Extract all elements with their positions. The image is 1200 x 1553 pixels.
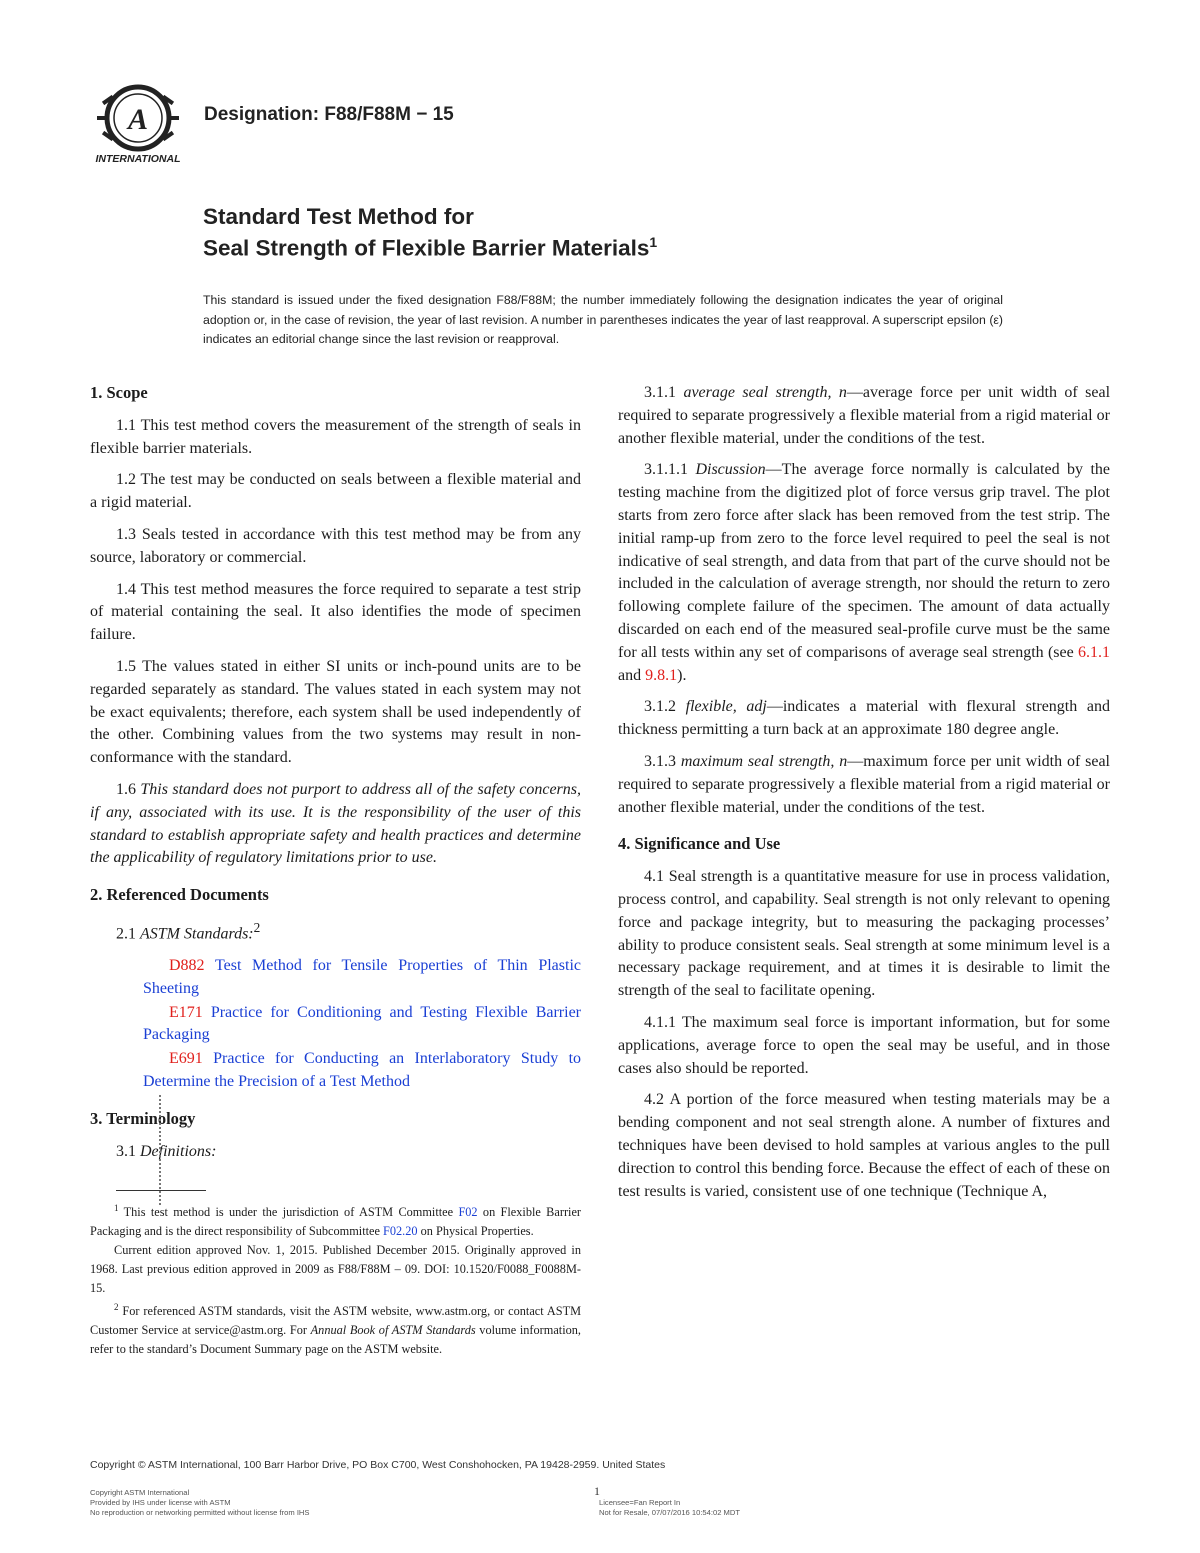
section-2-1-text: ASTM Standards:	[140, 925, 254, 943]
section-1-1: 1.1 This test method covers the measurement of the strength of seals in flexible barrier materials.	[90, 416, 581, 457]
title-text: Seal Strength of Flexible Barrier Materials	[203, 235, 650, 261]
section-1-6-text: This standard does not purport to address all of the safety concerns, if any, associated with its use. It is the responsibility of the user of this standard to establish appropriate safety and health practices and determine the applicability of regulatory limitations prior to use.	[90, 780, 582, 867]
section-1-2: 1.2 The test may be conducted on seals between a flexible material and a rigid material.	[90, 471, 581, 512]
scope-heading: 1. Scope	[90, 383, 148, 402]
section-1-5: 1.5 The values stated in either SI units or inch-pound units are to be regarded separately as standard. The values stated in each system may not be exact equivalents; therefore, each system shall be used independently of the other. Combining values from the two systems may result in non-conformance with the standard.	[90, 657, 581, 767]
section-3-1-text: Definitions:	[140, 1142, 217, 1160]
section-9-8-1-link[interactable]: 9.8.1	[645, 666, 678, 684]
license-line-3: No reproduction or networking permitted without license from IHS	[90, 1508, 310, 1517]
section-3-1-1-term: average seal strength, n	[683, 384, 847, 401]
reference-code[interactable]: E171	[169, 1003, 203, 1021]
footnote-1-text-a: This test method is under the jurisdiction of ASTM Committee	[123, 1205, 459, 1220]
title-line-2	[203, 234, 657, 262]
footnote-2-marker[interactable]: 2	[253, 919, 261, 935]
reference-item[interactable]	[107, 1002, 581, 1048]
reference-item[interactable]	[107, 1048, 581, 1094]
title-line-1: Standard Test Method for	[203, 204, 474, 229]
section-3-1-num: 3.1	[116, 1142, 140, 1160]
copyright-line: Copyright © ASTM International, 100 Barr Harbor Drive, PO Box C700, West Conshohocken, PA 19428-2959. United States	[90, 1459, 666, 1471]
committee-link[interactable]: F02	[458, 1205, 478, 1220]
reference-code[interactable]: D882	[169, 957, 205, 975]
resale-line: Not for Resale, 07/07/2016 10:54:02 MDT	[599, 1508, 740, 1517]
section-3-1-1	[618, 382, 1110, 450]
title-footnote-marker[interactable]: 1	[649, 234, 658, 250]
terminology-heading: 3. Terminology	[90, 1108, 196, 1128]
license-line-1: Copyright ASTM International	[90, 1488, 190, 1497]
section-3-1-1-1-and: and	[618, 666, 646, 684]
section-3-1-3	[618, 751, 1110, 819]
reference-item[interactable]	[107, 955, 581, 1001]
page-number: 1	[594, 1484, 600, 1498]
section-3-1-1-text: —average force per unit width of seal required to separate progressively a flexible material from a rigid material or another flexible material, under the conditions of the test.	[618, 384, 1111, 447]
astm-logo	[88, 84, 188, 166]
section-2-1-num: 2.1	[116, 925, 140, 943]
section-3-1-3-term: maximum seal strength, n	[680, 752, 848, 770]
reference-title[interactable]: Practice for Conditioning and Testing Flexible Barrier Packaging	[143, 1003, 582, 1044]
section-3-1-2-text: —indicates a material with flexural strength and thickness permitting a turn back at an approximate 180 degree angle.	[618, 698, 1110, 739]
section-3-1-1-1-text: —The average force normally is calculated by the testing machine from the digitized plot of force versus grip travel. The plot starts from zero force after slack has been removed from the test strip. The initial ramp-up from zero to the force level required to peel the seal is not indicative of seal strength, and data from that part of the curve should not be included in the calculation of average strength, nor should the return to zero following complete failure of the specimen. The amount of data actually discarded on each end of the measured seal-profile curve must be the same for all tests within any set of comparisons of average seal strength (see	[618, 461, 1111, 661]
right-column	[618, 382, 1110, 1212]
svg-text:A: A	[127, 103, 149, 136]
section-3-1-2-term: flexible, adj	[685, 698, 767, 716]
footnote-1-text-c: on Physical Properties.	[417, 1224, 534, 1239]
footnote-1-marker: 1	[114, 1203, 119, 1213]
footnote-1-edition: Current edition approved Nov. 1, 2015. Published December 2015. Originally approved in 1968. Last previous edition approved in 2009 as F88/F88M – 09. DOI: 10.1520/F0088_F0088M-15.	[90, 1243, 581, 1296]
reference-title[interactable]: Test Method for Tensile Properties of Thin Plastic Sheeting	[143, 957, 581, 997]
footnote-2-text-b: volume information, refer to the standard’s Document Summary page on the ASTM website.	[90, 1323, 581, 1357]
reference-title[interactable]: Practice for Conducting an Interlaboratory Study to Determine the Precision of a Test Method	[143, 1050, 582, 1091]
section-2-1	[90, 917, 581, 946]
section-3-1-2-num: 3.1.2	[644, 698, 686, 716]
footnote-1	[90, 1199, 581, 1241]
section-3-1-1-1	[618, 459, 1110, 687]
section-4-2: 4.2 A portion of the force measured when testing materials may be a bending component and not seal strength alone. A number of fixtures and techniques have been devised to hold samples at various angles to the pull direction to control this bending force. Because the effect of each of these on test results is varied, consistent use of one technique (Technique A,	[618, 1091, 1110, 1200]
dotted-artifact	[159, 1095, 161, 1205]
section-3-1-1-1-end: ).	[677, 666, 687, 684]
footnote-rule	[116, 1190, 206, 1191]
footnote-1-text-b: on Flexible Barrier Packaging and is the direct responsibility of Subcommittee	[90, 1205, 582, 1239]
section-3-1-1-1-num: 3.1.1.1	[644, 461, 696, 479]
section-3-1-3-text: —maximum force per unit width of seal required to separate progressively a flexible material from a rigid material or another flexible material, under the conditions of the test.	[618, 752, 1110, 816]
section-3-1-1-1-term: Discussion	[695, 461, 766, 479]
section-1-6	[90, 779, 581, 870]
footnote-2-book-title: Annual Book of ASTM Standards	[310, 1323, 476, 1338]
section-1-6-num: 1.6	[116, 780, 141, 798]
section-3-1-1-num: 3.1.1	[644, 384, 684, 401]
section-4-1-1: 4.1.1 The maximum seal force is important information, but for some applications, average force to open the seal may be useful, and in those cases also should be reported.	[618, 1013, 1110, 1077]
preamble: This standard is issued under the fixed designation F88/F88M; the number immediately following the designation indicates the year of original adoption or, in the case of revision, the year of last revision. A number in parentheses indicates the year of last reapproval. A superscript epsilon (ε) indicates an editorial change since the last revision or reapproval.	[203, 293, 1003, 346]
section-1-4: 1.4 This test method measures the force required to separate a test strip of material containing the seal. It also identifies the mode of specimen failure.	[90, 580, 581, 644]
footnote-2-text-a: For referenced ASTM standards, visit the ASTM website, www.astm.org, or contact ASTM Customer Service at service@astm.org. For	[90, 1304, 582, 1338]
section-6-1-1-link[interactable]: 6.1.1	[1078, 643, 1110, 661]
refdocs-heading: 2. Referenced Documents	[90, 885, 269, 905]
footnote-2	[90, 1298, 581, 1359]
section-3-1	[90, 1141, 581, 1164]
section-1-3: 1.3 Seals tested in accordance with this test method may be from any source, laboratory or commercial.	[90, 525, 581, 566]
subcommittee-link[interactable]: F02.20	[383, 1224, 418, 1239]
licensee-line: Licensee=Fan Report In	[599, 1498, 681, 1507]
footnotes	[90, 1199, 581, 1359]
section-3-1-3-num: 3.1.3	[644, 752, 681, 770]
logo-text: INTERNATIONAL	[95, 153, 181, 165]
left-column	[90, 382, 581, 1172]
footnote-2-marker: 2	[114, 1302, 119, 1313]
license-line-2: Provided by IHS under license with ASTM	[90, 1498, 231, 1507]
designation: Designation: F88/F88M − 15	[204, 104, 454, 125]
significance-heading: 4. Significance and Use	[618, 834, 781, 854]
reference-code[interactable]: E691	[169, 1050, 203, 1068]
section-3-1-2	[618, 696, 1110, 742]
section-4-1: 4.1 Seal strength is a quantitative measure for use in process validation, process control, and capability. Seal strength is not only relevant to opening force and package integrity, but to measuring the packaging processes’ ability to produce consistent seals. Seal strength at some minimum level is a necessary package requirement, and at times it is desirable to limit the strength of the seal to facilitate opening.	[618, 868, 1110, 1000]
